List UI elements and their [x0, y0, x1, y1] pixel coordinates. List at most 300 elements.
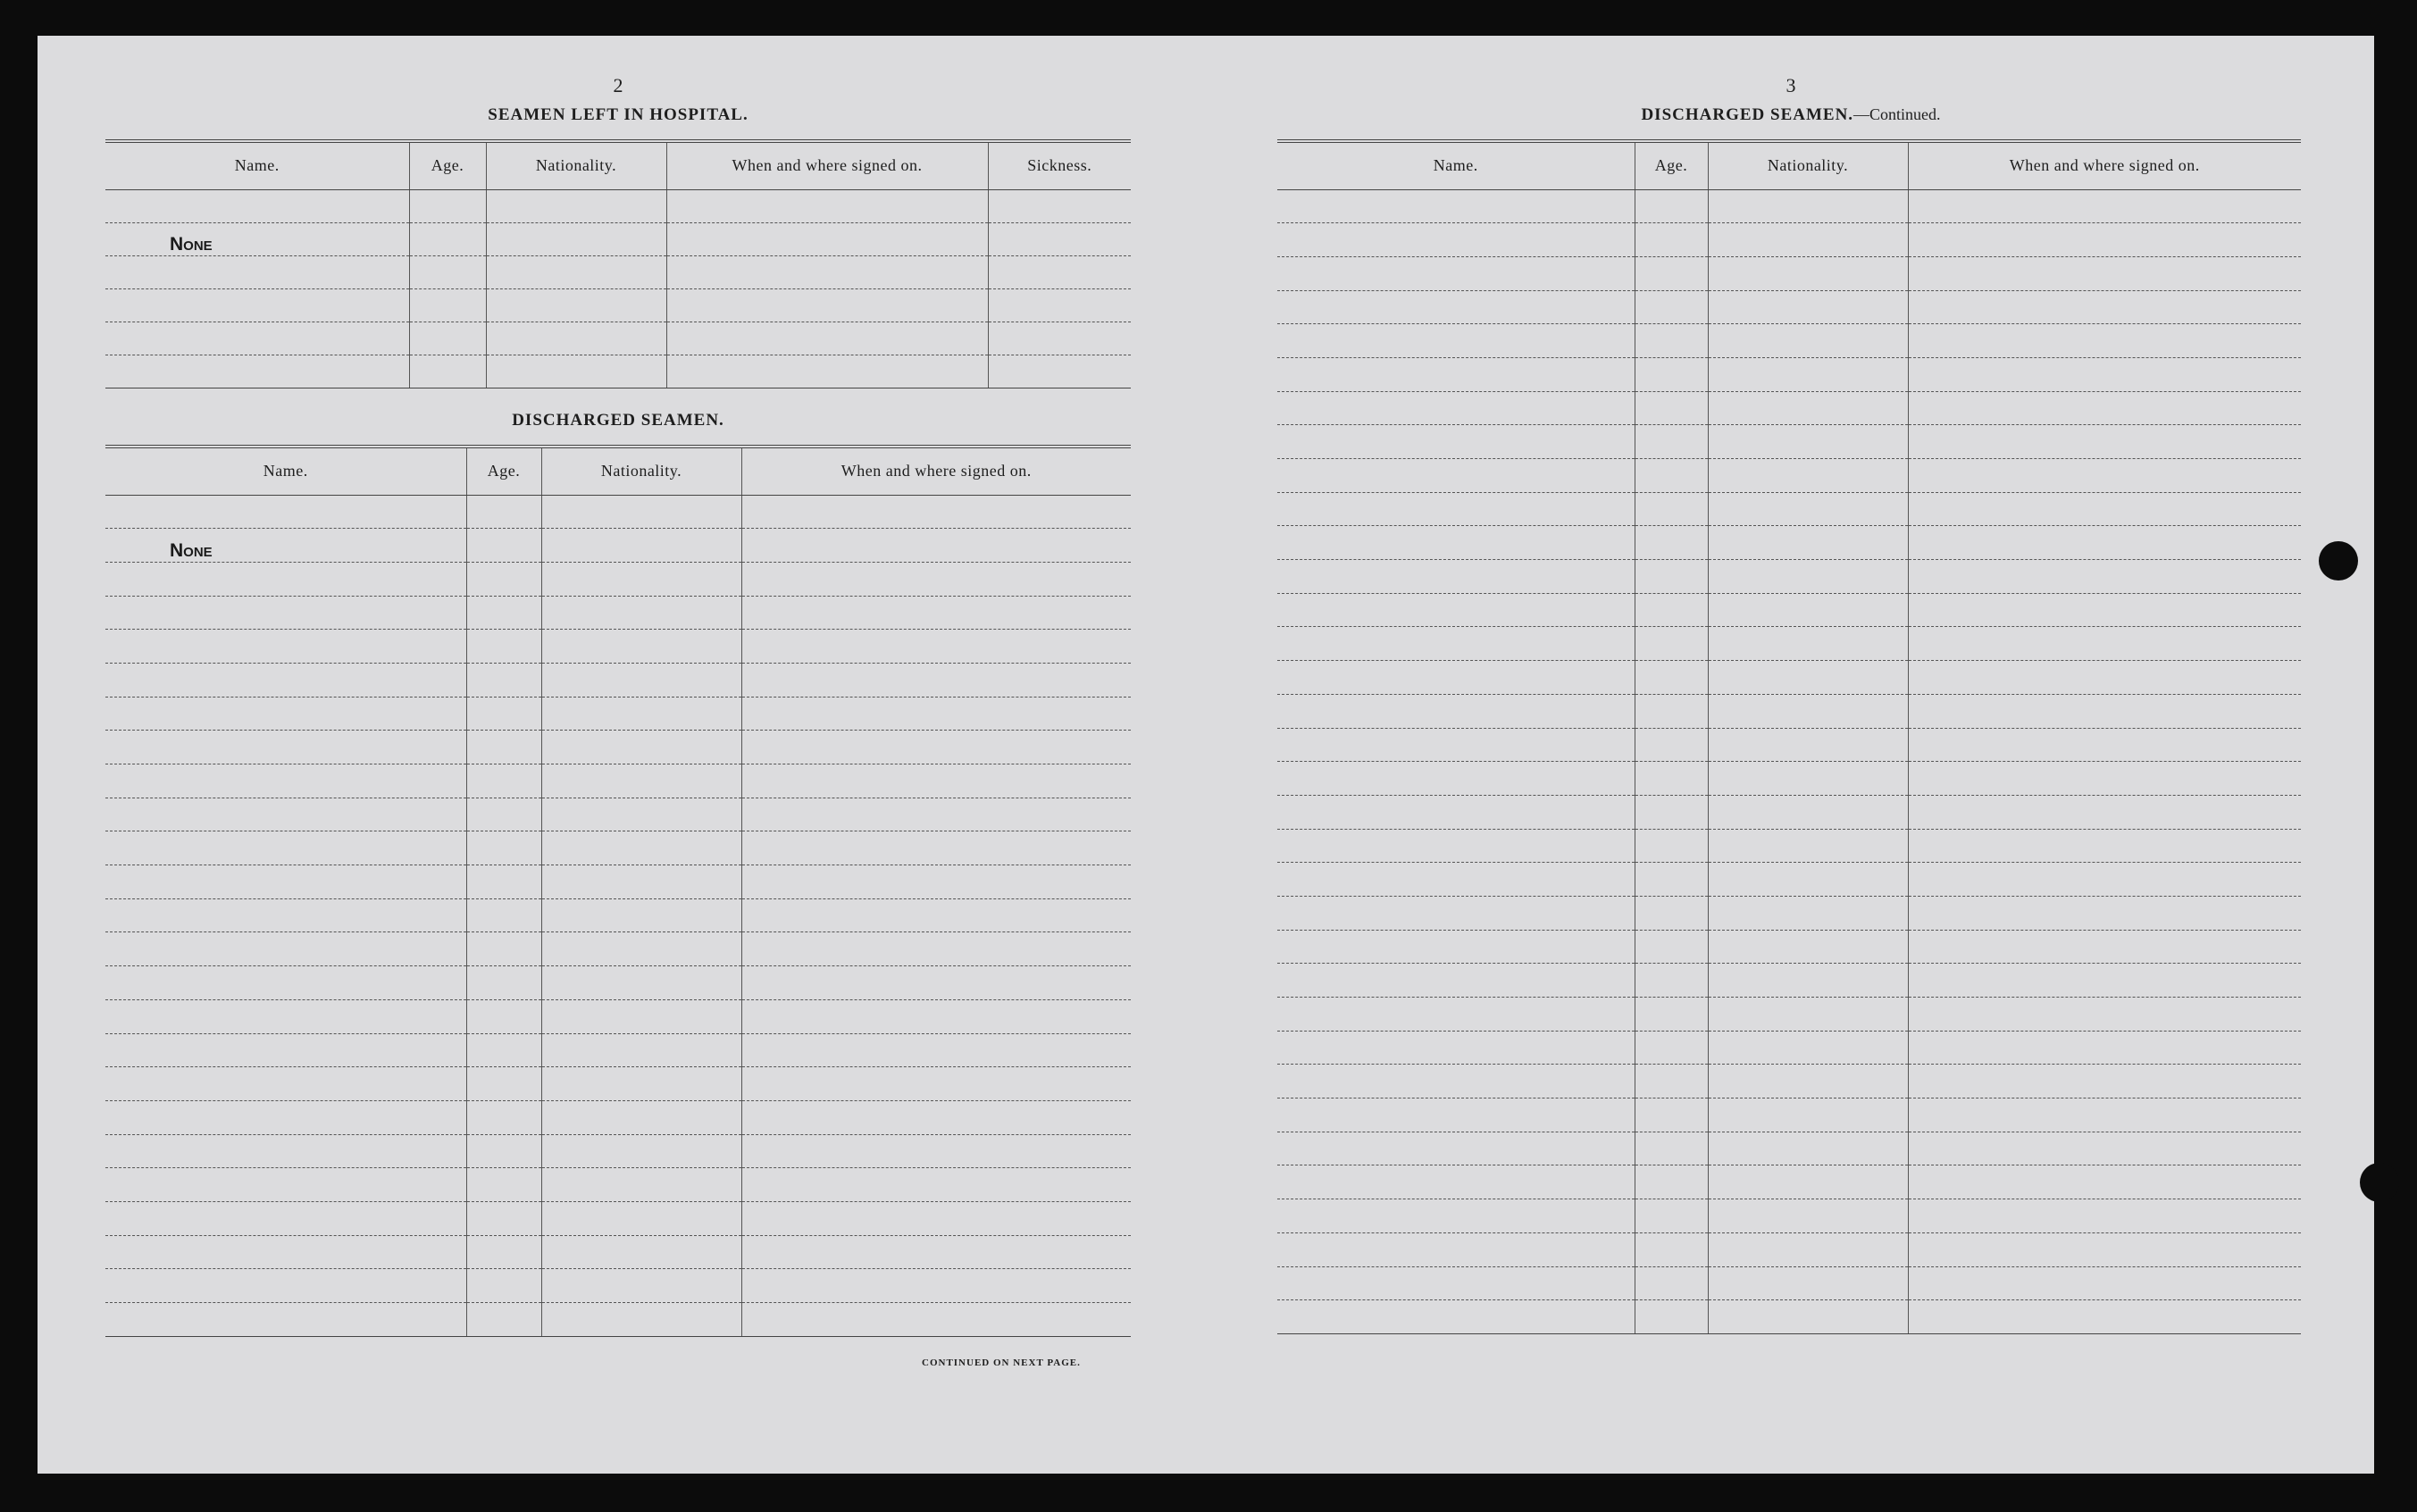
table-cell — [1635, 1199, 1708, 1233]
table-row — [105, 831, 1131, 865]
table-row — [1277, 391, 2301, 425]
table-cell — [1708, 1266, 1908, 1300]
table-cell — [541, 831, 741, 865]
name-cell — [1277, 728, 1635, 762]
table-row — [105, 495, 1131, 529]
name-cell — [105, 1067, 466, 1101]
table-cell — [466, 764, 541, 798]
name-cell — [105, 562, 466, 596]
table-cell — [466, 1134, 541, 1168]
table-cell — [541, 1201, 741, 1235]
table-cell — [541, 764, 741, 798]
name-cell — [1277, 492, 1635, 526]
table-cell — [466, 630, 541, 664]
nationality-column-header: Nationality. — [1708, 141, 1908, 189]
table-cell — [741, 1168, 1131, 1202]
table-cell — [1908, 930, 2301, 964]
table-cell — [541, 798, 741, 831]
table-cell — [741, 1235, 1131, 1269]
table-row — [105, 966, 1131, 1000]
table-row — [105, 932, 1131, 966]
continued-label: —Continued. — [1853, 105, 1941, 123]
table-row — [1277, 998, 2301, 1032]
name-cell — [1277, 896, 1635, 930]
table-cell — [1908, 1098, 2301, 1132]
name-cell — [105, 1100, 466, 1134]
table-cell — [541, 731, 741, 764]
table-cell — [466, 1201, 541, 1235]
name-cell — [105, 1033, 466, 1067]
table-cell — [541, 529, 741, 563]
name-cell — [1277, 256, 1635, 290]
name-cell — [1277, 1165, 1635, 1199]
table-cell — [741, 529, 1131, 563]
table-row — [1277, 661, 2301, 695]
table-row — [105, 222, 1131, 255]
table-cell — [1635, 1232, 1708, 1266]
table-cell — [541, 596, 741, 630]
table-cell — [1635, 492, 1708, 526]
table-cell — [1635, 1031, 1708, 1065]
table-cell — [1908, 189, 2301, 223]
table-cell — [1908, 1065, 2301, 1098]
table-row — [1277, 694, 2301, 728]
table-cell — [741, 630, 1131, 664]
name-cell — [1277, 998, 1635, 1032]
table-row — [105, 1100, 1131, 1134]
table-cell — [1908, 998, 2301, 1032]
discharged-table-body — [1277, 189, 2301, 1333]
table-cell — [1708, 896, 1908, 930]
table-cell — [1708, 661, 1908, 695]
table-cell — [1708, 391, 1908, 425]
table-cell — [1908, 1031, 2301, 1065]
table-cell — [1708, 1031, 1908, 1065]
table-cell — [1708, 593, 1908, 627]
table-cell — [1635, 593, 1708, 627]
table-row — [1277, 1098, 2301, 1132]
name-cell — [105, 764, 466, 798]
table-cell — [466, 1303, 541, 1337]
name-column-header: Name. — [105, 141, 409, 189]
table-cell — [1635, 290, 1708, 324]
table-cell — [1635, 896, 1708, 930]
table-cell — [1635, 795, 1708, 829]
table-cell — [466, 697, 541, 731]
name-cell — [105, 831, 466, 865]
name-cell — [105, 1303, 466, 1337]
name-cell — [1277, 391, 1635, 425]
name-cell — [1277, 459, 1635, 493]
table-row — [105, 1269, 1131, 1303]
table-cell — [1908, 1199, 2301, 1233]
table-cell — [1708, 357, 1908, 391]
table-cell — [741, 731, 1131, 764]
table-cell — [1708, 762, 1908, 796]
table-row — [1277, 964, 2301, 998]
right-page — [1208, 36, 2374, 1474]
page-number: 2 — [613, 74, 623, 96]
table-cell — [1908, 391, 2301, 425]
table-row — [105, 529, 1131, 563]
table-row — [1277, 526, 2301, 560]
table-cell — [1908, 964, 2301, 998]
table-cell — [741, 1067, 1131, 1101]
table-cell — [1708, 930, 1908, 964]
name-cell — [105, 1168, 466, 1202]
table-cell — [1635, 357, 1708, 391]
table-cell — [1635, 964, 1708, 998]
table-cell — [466, 1067, 541, 1101]
table-row — [105, 798, 1131, 831]
table-cell — [409, 355, 486, 388]
table-cell — [1708, 795, 1908, 829]
hospital-section-title: SEAMEN LEFT IN HOSPITAL. — [488, 105, 749, 124]
discharged-continued-title — [1208, 105, 2374, 125]
table-cell — [666, 288, 988, 322]
name-cell — [1277, 189, 1635, 223]
table-cell — [466, 1269, 541, 1303]
table-cell — [409, 189, 486, 222]
table-cell — [988, 322, 1131, 355]
table-cell — [1708, 829, 1908, 863]
table-row — [1277, 459, 2301, 493]
name-cell — [105, 999, 466, 1033]
name-cell — [1277, 223, 1635, 257]
table-cell — [541, 1168, 741, 1202]
table-row — [1277, 829, 2301, 863]
table-cell — [1635, 661, 1708, 695]
table-row — [1277, 1132, 2301, 1165]
table-cell — [1908, 728, 2301, 762]
table-cell — [541, 697, 741, 731]
name-cell — [1277, 290, 1635, 324]
name-cell — [105, 495, 466, 529]
name-cell — [1277, 1132, 1635, 1165]
table-cell — [1908, 256, 2301, 290]
table-cell — [1635, 1266, 1708, 1300]
name-cell — [105, 322, 409, 355]
table-cell — [741, 1201, 1131, 1235]
name-cell — [105, 663, 466, 697]
table-row — [1277, 896, 2301, 930]
table-cell — [1635, 998, 1708, 1032]
age-column-header: Age. — [1635, 141, 1708, 189]
name-cell — [1277, 694, 1635, 728]
table-row — [1277, 256, 2301, 290]
table-cell — [541, 495, 741, 529]
table-cell — [1708, 256, 1908, 290]
table-row — [1277, 1031, 2301, 1065]
table-row — [105, 663, 1131, 697]
table-header-row — [1277, 141, 2301, 189]
table-cell — [741, 495, 1131, 529]
table-cell — [486, 255, 666, 288]
table-cell — [1635, 459, 1708, 493]
table-cell — [1908, 1266, 2301, 1300]
nationality-column-header: Nationality. — [486, 141, 666, 189]
name-cell — [1277, 661, 1635, 695]
name-cell — [105, 255, 409, 288]
table-cell — [466, 1100, 541, 1134]
table-cell — [1708, 1132, 1908, 1165]
table-cell — [541, 865, 741, 899]
table-cell — [741, 865, 1131, 899]
name-cell — [1277, 1098, 1635, 1132]
table-row — [1277, 1065, 2301, 1098]
table-cell — [741, 1269, 1131, 1303]
table-cell — [466, 663, 541, 697]
table-cell — [741, 798, 1131, 831]
name-cell — [1277, 829, 1635, 863]
table-row — [1277, 1165, 2301, 1199]
table-cell — [466, 932, 541, 966]
table-row — [1277, 930, 2301, 964]
table-row — [105, 189, 1131, 222]
table-cell — [1708, 728, 1908, 762]
table-cell — [541, 663, 741, 697]
table-cell — [988, 255, 1131, 288]
age-column-header: Age. — [409, 141, 486, 189]
table-row — [105, 1168, 1131, 1202]
table-cell — [466, 865, 541, 899]
table-cell — [466, 898, 541, 932]
table-row — [1277, 863, 2301, 897]
table-row — [105, 1235, 1131, 1269]
table-cell — [1908, 863, 2301, 897]
name-cell — [1277, 425, 1635, 459]
table-cell — [1908, 795, 2301, 829]
nationality-column-header: Nationality. — [541, 447, 741, 495]
name-cell — [1277, 560, 1635, 594]
table-cell — [1908, 1232, 2301, 1266]
name-cell — [105, 630, 466, 664]
name-cell — [1277, 1065, 1635, 1098]
table-cell — [1635, 256, 1708, 290]
table-cell — [1635, 694, 1708, 728]
name-cell — [1277, 1199, 1635, 1233]
table-cell — [741, 1100, 1131, 1134]
name-cell — [105, 1269, 466, 1303]
table-row — [1277, 627, 2301, 661]
table-cell — [466, 596, 541, 630]
table-cell — [1635, 391, 1708, 425]
table-row — [105, 630, 1131, 664]
table-row — [105, 1033, 1131, 1067]
hospital-table — [105, 139, 1131, 388]
table-cell — [1908, 425, 2301, 459]
name-cell — [105, 697, 466, 731]
table-cell — [1708, 694, 1908, 728]
table-cell — [1635, 1300, 1708, 1334]
name-cell — [1277, 795, 1635, 829]
name-cell — [105, 966, 466, 1000]
discharged-table-left — [105, 445, 1131, 1337]
name-column-header: Name. — [1277, 141, 1635, 189]
table-cell — [1635, 1065, 1708, 1098]
table-cell — [486, 189, 666, 222]
table-row — [1277, 223, 2301, 257]
name-cell — [105, 798, 466, 831]
table-cell — [1635, 1098, 1708, 1132]
continued-note: CONTINUED ON NEXT PAGE. — [922, 1357, 1081, 1368]
table-row — [1277, 290, 2301, 324]
table-cell — [741, 596, 1131, 630]
name-cell — [105, 189, 409, 222]
table-cell — [466, 495, 541, 529]
table-cell — [666, 255, 988, 288]
table-cell — [741, 562, 1131, 596]
name-cell — [1277, 526, 1635, 560]
table-cell — [1908, 560, 2301, 594]
table-cell — [741, 999, 1131, 1033]
table-cell — [1708, 1098, 1908, 1132]
name-cell — [105, 731, 466, 764]
table-cell — [466, 798, 541, 831]
table-row — [105, 865, 1131, 899]
table-cell — [1708, 627, 1908, 661]
name-cell — [105, 355, 409, 388]
table-cell — [541, 1134, 741, 1168]
table-row — [105, 764, 1131, 798]
table-cell — [1708, 1300, 1908, 1334]
table-cell — [1635, 1165, 1708, 1199]
name-cell — [1277, 1266, 1635, 1300]
table-cell — [409, 222, 486, 255]
table-row — [1277, 357, 2301, 391]
table-row — [105, 731, 1131, 764]
table-cell — [486, 222, 666, 255]
punch-hole — [2319, 541, 2358, 581]
name-cell — [105, 1134, 466, 1168]
signed-on-column-header: When and where signed on. — [1908, 141, 2301, 189]
table-cell — [1635, 324, 1708, 358]
table-cell — [1708, 1165, 1908, 1199]
table-cell — [1908, 492, 2301, 526]
table-row — [105, 596, 1131, 630]
table-cell — [466, 731, 541, 764]
table-row — [1277, 560, 2301, 594]
table-cell — [741, 1033, 1131, 1067]
table-cell — [486, 288, 666, 322]
table-cell — [1635, 223, 1708, 257]
table-cell — [466, 1168, 541, 1202]
name-cell: None — [105, 222, 409, 255]
table-row — [1277, 728, 2301, 762]
table-cell — [409, 255, 486, 288]
table-cell — [1635, 930, 1708, 964]
table-cell — [1708, 863, 1908, 897]
table-cell — [1908, 1165, 2301, 1199]
signed-on-column-header: When and where signed on. — [741, 447, 1131, 495]
table-cell — [1708, 526, 1908, 560]
table-row — [105, 898, 1131, 932]
table-cell — [541, 966, 741, 1000]
table-cell — [1908, 829, 2301, 863]
table-cell — [1708, 1199, 1908, 1233]
left-page — [38, 36, 1199, 1474]
table-cell — [486, 355, 666, 388]
table-cell — [1708, 964, 1908, 998]
table-cell — [1635, 627, 1708, 661]
table-cell — [1708, 425, 1908, 459]
name-cell — [1277, 1300, 1635, 1334]
table-cell — [1708, 459, 1908, 493]
section-title-text: DISCHARGED SEAMEN. — [1641, 105, 1854, 124]
table-cell — [409, 288, 486, 322]
punch-hole — [2360, 1163, 2399, 1202]
table-row — [105, 1067, 1131, 1101]
table-cell — [666, 322, 988, 355]
name-cell — [105, 932, 466, 966]
table-cell — [988, 222, 1131, 255]
table-row — [1277, 762, 2301, 796]
table-cell — [741, 1303, 1131, 1337]
table-cell — [541, 999, 741, 1033]
table-cell — [541, 898, 741, 932]
name-cell — [1277, 324, 1635, 358]
table-row — [1277, 1199, 2301, 1233]
table-cell — [541, 1269, 741, 1303]
table-cell — [541, 932, 741, 966]
name-cell — [105, 288, 409, 322]
table-cell — [1908, 762, 2301, 796]
table-cell — [1708, 492, 1908, 526]
table-cell — [1908, 661, 2301, 695]
table-cell — [1708, 324, 1908, 358]
name-column-header: Name. — [105, 447, 466, 495]
table-cell — [466, 1235, 541, 1269]
table-cell — [741, 764, 1131, 798]
table-cell — [1908, 526, 2301, 560]
table-cell — [1708, 290, 1908, 324]
table-row — [1277, 425, 2301, 459]
table-cell — [541, 1235, 741, 1269]
table-cell — [1635, 560, 1708, 594]
table-cell — [1635, 526, 1708, 560]
table-row — [105, 697, 1131, 731]
table-cell — [988, 355, 1131, 388]
table-header-row — [105, 447, 1131, 495]
table-row — [1277, 189, 2301, 223]
name-cell — [105, 596, 466, 630]
name-cell — [1277, 762, 1635, 796]
table-cell — [466, 529, 541, 563]
table-cell — [1635, 189, 1708, 223]
table-row — [1277, 1300, 2301, 1334]
table-cell — [541, 1303, 741, 1337]
table-cell — [466, 1033, 541, 1067]
name-cell — [1277, 964, 1635, 998]
age-column-header: Age. — [466, 447, 541, 495]
table-cell — [1708, 1232, 1908, 1266]
table-cell — [1708, 223, 1908, 257]
table-cell — [466, 831, 541, 865]
table-cell — [466, 562, 541, 596]
table-row — [105, 1201, 1131, 1235]
table-row — [105, 288, 1131, 322]
table-cell — [1908, 593, 2301, 627]
page-number: 3 — [1786, 74, 1796, 96]
table-cell — [1708, 998, 1908, 1032]
table-cell — [666, 222, 988, 255]
table-cell — [409, 322, 486, 355]
table-cell — [741, 663, 1131, 697]
name-cell — [105, 898, 466, 932]
table-row — [1277, 1266, 2301, 1300]
table-cell — [541, 562, 741, 596]
table-cell — [1908, 357, 2301, 391]
